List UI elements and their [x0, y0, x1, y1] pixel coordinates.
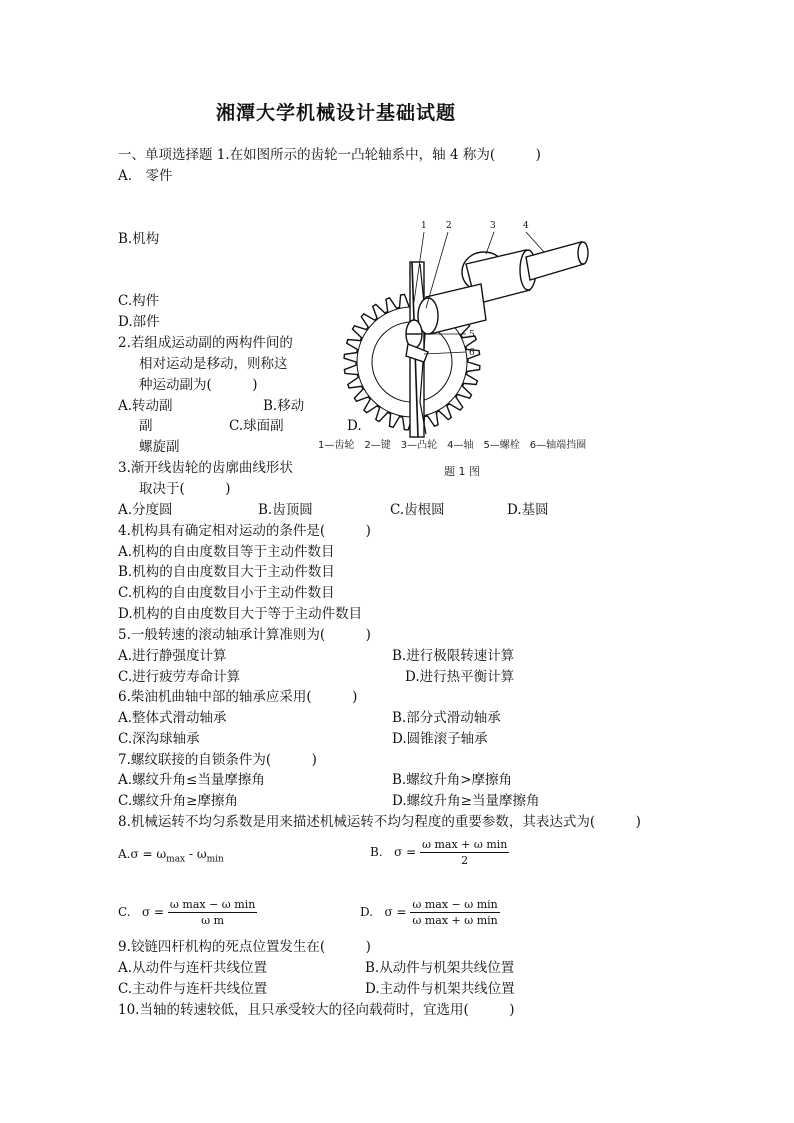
q8-a-sub-min: min	[206, 854, 224, 865]
q3-option-d: D.基圆	[507, 502, 549, 518]
q3-stem-line1: 3.渐开线齿轮的齿廓曲线形状	[118, 460, 293, 476]
q8-option-a	[118, 845, 224, 868]
q9-option-a: A.从动件与连杆共线位置	[118, 960, 268, 976]
q8-d-numerator: ω max − ω min	[412, 898, 498, 911]
q3-option-c: C.齿根圆	[390, 502, 445, 518]
q6-stem: 6.柴油机曲轴中部的轴承应采用( )	[118, 689, 358, 705]
q7-stem: 7.螺纹联接的自锁条件为( )	[118, 752, 317, 768]
q8-c-denominator: ω m	[201, 914, 225, 927]
q9-option-d: D.主动件与机架共线位置	[365, 981, 515, 997]
q1-question: 1.在如图所示的齿轮一凸轮轴系中，轴 4 称为( )	[216, 147, 541, 163]
part-number-5: 5	[469, 330, 475, 340]
q2-option-d-line2: 螺旋副	[139, 439, 180, 455]
q6-option-b: B.部分式滑动轴承	[392, 710, 501, 726]
q8-d-label: D.	[360, 905, 374, 919]
q8-a-label: A.	[118, 847, 131, 861]
q8-d-fraction	[410, 898, 499, 927]
q2-option-a: A.转动副	[118, 398, 173, 414]
figure-legend: 1—齿轮 2—键 3—凸轮 4—轴 5—螺栓 6—轴端挡圈	[318, 440, 587, 451]
q8-option-b	[370, 838, 509, 867]
q8-b-denominator: 2	[461, 854, 469, 867]
q4-option-d: D.机构的自由度数目大于等于主动件数目	[118, 606, 363, 622]
q8-a-sub-max: max	[166, 854, 186, 865]
q8-c-label: C.	[118, 905, 131, 919]
q6-option-d: D.圆锥滚子轴承	[392, 731, 488, 747]
q8-a-mid: - ω	[185, 847, 207, 861]
q7-option-c: C.螺纹升角≥摩擦角	[118, 793, 238, 809]
section-heading: 一、单项选择题	[118, 147, 213, 163]
shaft-drawing	[406, 242, 588, 362]
q3-option-a: A.分度圆	[118, 502, 173, 518]
q2-stem-line1: 2.若组成运动副的两构件间的	[118, 335, 293, 351]
q3-option-b: B.齿顶圆	[258, 502, 313, 518]
q8-c-fraction	[168, 898, 257, 927]
q2-option-b-line2: 副	[139, 418, 153, 434]
q4-stem: 4.机构具有确定相对运动的条件是( )	[118, 523, 371, 539]
q1-option-a: A. 零件	[118, 168, 173, 184]
q1-option-b: B.机构	[118, 231, 160, 247]
q8-d-denominator: ω max + ω min	[412, 914, 498, 927]
q8-c-sigma: σ =	[142, 905, 165, 919]
q9-option-b: B.从动件与机架共线位置	[365, 960, 515, 976]
q2-stem-line3: 种运动副为( )	[139, 377, 258, 393]
q5-option-b: B.进行极限转速计算	[392, 648, 515, 664]
q2-option-d-line1: D.	[347, 418, 362, 434]
part-number-2: 2	[446, 221, 452, 231]
gear-cam-shaft-figure	[316, 212, 616, 492]
part-number-6: 6	[469, 348, 475, 358]
q8-stem: 8.机械运转不均匀系数是用来描述机械运转不均匀程度的重要参数，其表达式为( )	[118, 814, 641, 830]
q2-stem-line2: 相对运动是移动，则称这	[139, 356, 288, 372]
part-number-3: 3	[490, 221, 496, 231]
q8-b-numerator: ω max + ω min	[421, 838, 508, 851]
q8-a-expr: σ = ω	[130, 847, 167, 861]
q5-option-d: D.进行热平衡计算	[405, 669, 515, 685]
q1-option-c: C.构件	[118, 293, 160, 309]
figure-caption: 题 1 图	[444, 465, 480, 478]
q7-option-a: A.螺纹升角≤当量摩擦角	[118, 772, 265, 788]
q1-option-d: D.部件	[118, 314, 160, 330]
part-number-1: 1	[421, 221, 427, 231]
q4-option-a: A.机构的自由度数目等于主动件数目	[118, 544, 335, 560]
part-number-4: 4	[523, 221, 529, 231]
q10-stem: 10.当轴的转速较低，且只承受较大的径向载荷时，宜选用( )	[118, 1002, 515, 1018]
q8-option-d	[360, 898, 500, 927]
q5-stem: 5.一般转速的滚动轴承计算准则为( )	[118, 627, 371, 643]
exam-title: 湘潭大学机械设计基础试题	[216, 102, 457, 124]
q9-option-c: C.主动件与连杆共线位置	[118, 981, 268, 997]
q7-option-d: D.螺纹升角≥当量摩擦角	[392, 793, 540, 809]
q1-stem	[118, 146, 541, 164]
q2-option-b-line1: B.移动	[263, 398, 305, 414]
q8-c-numerator: ω max − ω min	[169, 898, 256, 911]
q8-b-sigma: σ =	[394, 845, 417, 859]
q9-stem: 9.铰链四杆机构的死点位置发生在( )	[118, 939, 371, 955]
q7-option-b: B.螺纹升角>摩擦角	[392, 772, 513, 788]
q8-option-c	[118, 898, 257, 927]
q3-stem-line2: 取决于( )	[139, 481, 231, 497]
q6-option-c: C.深沟球轴承	[118, 731, 200, 747]
q2-option-c: C.球面副	[229, 418, 284, 434]
q8-b-fraction	[420, 838, 509, 867]
q5-option-a: A.进行静强度计算	[118, 648, 227, 664]
q6-option-a: A.整体式滑动轴承	[118, 710, 227, 726]
q8-d-sigma: σ =	[384, 905, 407, 919]
q4-option-c: C.机构的自由度数目小于主动件数目	[118, 585, 335, 601]
q5-option-c: C.进行疲劳寿命计算	[118, 669, 241, 685]
q8-b-label: B.	[370, 845, 383, 859]
q4-option-b: B.机构的自由度数目大于主动件数目	[118, 564, 335, 580]
